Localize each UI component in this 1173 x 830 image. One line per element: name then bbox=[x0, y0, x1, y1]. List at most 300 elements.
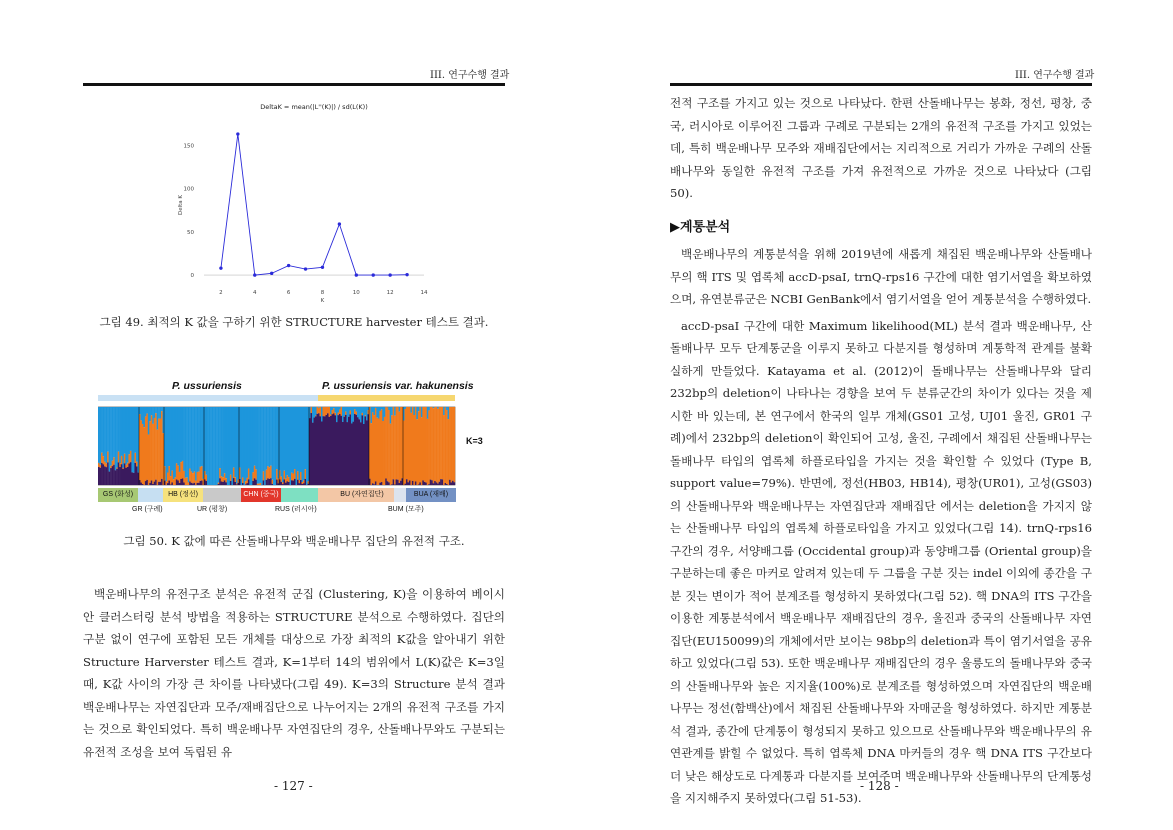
structure-bar-rus bbox=[287, 475, 289, 481]
structure-bar-gs bbox=[100, 465, 102, 468]
structure-bar-rus bbox=[302, 407, 304, 482]
structure-bar-bu bbox=[339, 414, 341, 485]
structure-bar-bum bbox=[390, 424, 392, 485]
structure-bar-bu bbox=[323, 416, 325, 485]
structure-bar-bum bbox=[384, 407, 386, 417]
structure-bar-hb bbox=[191, 472, 193, 483]
structure-bar-hb bbox=[198, 407, 200, 472]
structure-bar-chn bbox=[249, 407, 251, 485]
structure-bar-rus bbox=[299, 480, 301, 483]
section-title: ▶계통분석 bbox=[670, 220, 731, 235]
structure-bar-bum bbox=[372, 412, 374, 483]
structure-bar-chn bbox=[264, 407, 266, 485]
structure-bar-bum bbox=[385, 478, 387, 485]
structure-bar-gr bbox=[152, 407, 154, 424]
structure-bar-rus bbox=[288, 477, 290, 482]
structure-bar-hb bbox=[198, 483, 200, 485]
x-tick-label: 12 bbox=[386, 290, 394, 296]
structure-bar-gs bbox=[98, 467, 100, 485]
structure-bar-hb bbox=[179, 407, 181, 472]
structure-bar-bua bbox=[416, 407, 418, 419]
y-tick-label: 50 bbox=[187, 229, 194, 236]
structure-bar-bu bbox=[350, 414, 352, 485]
structure-bar-bua bbox=[404, 409, 406, 484]
structure-bar-hb bbox=[186, 477, 188, 485]
structure-bar-bua bbox=[403, 421, 405, 485]
structure-bar-bu bbox=[356, 412, 358, 415]
structure-bar-hb bbox=[171, 471, 173, 483]
structure-bar-gr bbox=[146, 407, 148, 414]
x-tick-label: 6 bbox=[286, 290, 291, 296]
structure-bar-ur bbox=[204, 407, 206, 471]
structure-bar-bu bbox=[347, 422, 349, 485]
structure-bar-bu bbox=[354, 414, 356, 485]
right-page bbox=[586, 0, 1173, 830]
structure-bar-hb bbox=[164, 466, 166, 480]
legend-swatch bbox=[394, 488, 406, 502]
structure-bar-hb bbox=[188, 407, 190, 482]
structure-bar-bum bbox=[388, 482, 390, 485]
structure-bar-chn bbox=[272, 407, 274, 480]
structure-bar-bum bbox=[399, 483, 401, 485]
structure-bar-ur bbox=[215, 407, 217, 485]
structure-bar-gr bbox=[148, 435, 150, 485]
structure-bar-bum bbox=[381, 407, 383, 409]
structure-bar-ur bbox=[233, 478, 235, 485]
structure-bar-rus bbox=[293, 481, 295, 485]
structure-bar-hb bbox=[201, 481, 203, 485]
structure-bar-gr bbox=[149, 483, 151, 485]
structure-bar-gs bbox=[100, 468, 102, 485]
structure-bar-gr bbox=[155, 480, 157, 485]
structure-bar-gr bbox=[161, 411, 163, 479]
structure-bar-ur bbox=[206, 407, 208, 475]
structure-bar-bum bbox=[397, 407, 399, 480]
structure-bar-bu bbox=[318, 413, 320, 485]
structure-bar-bua bbox=[446, 407, 448, 410]
structure-bar-hb bbox=[168, 466, 170, 480]
structure-bar-bua bbox=[449, 480, 451, 485]
structure-bar-bu bbox=[336, 407, 338, 422]
structure-bar-rus bbox=[287, 407, 289, 475]
structure-bar-bua bbox=[442, 407, 444, 479]
structure-bar-bu bbox=[348, 417, 350, 485]
structure-bar-bua bbox=[404, 407, 406, 409]
structure-bar-chn bbox=[260, 483, 262, 485]
structure-bar-bua bbox=[436, 407, 438, 482]
structure-bar-bu bbox=[326, 407, 328, 415]
structure-bar-gs bbox=[121, 464, 123, 485]
structure-bar-bum bbox=[399, 407, 401, 412]
structure-bar-bu bbox=[326, 415, 328, 485]
structure-bar-chn bbox=[255, 480, 257, 485]
x-axis-label: K bbox=[320, 298, 325, 304]
structure-bar-bua bbox=[424, 482, 426, 485]
structure-bar-bua bbox=[421, 407, 423, 417]
structure-bar-chn bbox=[242, 483, 244, 485]
structure-bar-bua bbox=[410, 413, 412, 485]
structure-bar-gs bbox=[122, 468, 124, 469]
structure-bar-bua bbox=[443, 415, 445, 485]
structure-bar-bum bbox=[373, 407, 375, 415]
structure-bar-bua bbox=[406, 407, 408, 479]
structure-bar-gr bbox=[157, 430, 159, 485]
structure-bar-hb bbox=[183, 482, 185, 485]
structure-bar-ur bbox=[222, 482, 224, 485]
structure-bar-bu bbox=[320, 416, 322, 485]
structure-bar-bua bbox=[452, 481, 454, 485]
structure-bar-bua bbox=[409, 407, 411, 480]
structure-bar-gr bbox=[148, 407, 150, 435]
structure-bar-rus bbox=[290, 407, 292, 485]
structure-bar-ur bbox=[225, 482, 227, 485]
structure-bar-bu bbox=[345, 415, 347, 485]
structure-bar-bum bbox=[379, 407, 381, 411]
structure-bar-bua bbox=[442, 479, 444, 485]
structure-bar-gs bbox=[104, 462, 106, 467]
structure-bar-ur bbox=[227, 407, 229, 485]
structure-bar-ur bbox=[212, 407, 214, 485]
structure-bar-bua bbox=[428, 407, 430, 410]
structure-bar-bu bbox=[335, 415, 337, 485]
structure-bar-bua bbox=[434, 481, 436, 485]
structure-bar-gs bbox=[128, 464, 130, 485]
structure-bar-rus bbox=[303, 407, 305, 480]
range-bar-hakunensis bbox=[318, 395, 455, 401]
structure-bar-bum bbox=[372, 407, 374, 412]
structure-bar-chn bbox=[267, 478, 269, 485]
structure-bar-ur bbox=[218, 484, 220, 485]
structure-bar-ur bbox=[204, 479, 206, 485]
structure-bar-bu bbox=[318, 408, 320, 413]
data-point bbox=[304, 267, 307, 270]
structure-bar-bua bbox=[454, 407, 456, 482]
data-point bbox=[338, 222, 341, 225]
structure-bar-hb bbox=[164, 481, 166, 485]
structure-bar-gs bbox=[125, 407, 127, 465]
structure-bar-hb bbox=[171, 482, 173, 485]
structure-bar-bu bbox=[363, 424, 365, 485]
structure-bar-hb bbox=[186, 407, 188, 477]
structure-bar-bua bbox=[430, 480, 432, 485]
structure-bar-bu bbox=[353, 422, 355, 485]
structure-bar-hb bbox=[194, 483, 196, 485]
structure-bar-bum bbox=[375, 407, 377, 408]
structure-bar-bu bbox=[332, 414, 334, 485]
structure-bar-gr bbox=[154, 407, 156, 418]
structure-bar-bua bbox=[419, 482, 421, 485]
structure-bar-gs bbox=[115, 407, 117, 470]
structure-bar-bum bbox=[396, 407, 398, 479]
structure-bar-rus bbox=[299, 483, 301, 485]
structure-bar-bua bbox=[451, 482, 453, 485]
structure-bar-bu bbox=[321, 422, 323, 486]
structure-bar-bu bbox=[312, 407, 314, 423]
structure-bar-gs bbox=[121, 456, 123, 464]
structure-bar-bum bbox=[387, 481, 389, 485]
data-point bbox=[253, 273, 256, 276]
structure-bar-hb bbox=[173, 407, 175, 479]
structure-bar-ur bbox=[213, 407, 215, 485]
structure-bar-ur bbox=[218, 483, 220, 484]
structure-bar-chn bbox=[269, 407, 271, 467]
structure-bar-bua bbox=[430, 407, 432, 480]
data-point bbox=[321, 266, 324, 269]
structure-bar-hb bbox=[182, 479, 184, 486]
structure-bar-rus bbox=[305, 479, 307, 485]
structure-bar-bum bbox=[382, 407, 384, 421]
structure-bar-bua bbox=[440, 479, 442, 485]
structure-bar-chn bbox=[255, 469, 257, 479]
structure-bar-bu bbox=[360, 407, 362, 422]
structure-bar-gr bbox=[155, 413, 157, 480]
structure-bar-gs bbox=[130, 451, 132, 462]
structure-bar-bu bbox=[333, 408, 335, 413]
structure-bar-rus bbox=[281, 482, 283, 485]
structure-bar-ur bbox=[231, 407, 233, 485]
structure-bar-gr bbox=[142, 484, 144, 485]
structure-bar-ur bbox=[230, 407, 232, 475]
structure-bar-gr bbox=[151, 415, 153, 480]
structure-bar-bua bbox=[422, 407, 424, 480]
structure-bar-chn bbox=[246, 407, 248, 478]
legend-swatch bbox=[281, 488, 318, 502]
structure-bar-hb bbox=[174, 407, 176, 477]
structure-bar-bu bbox=[359, 407, 361, 419]
structure-bar-bu bbox=[309, 418, 311, 485]
structure-bar-hb bbox=[189, 469, 191, 482]
structure-bar-chn bbox=[255, 407, 257, 469]
structure-bar-bua bbox=[452, 407, 454, 481]
structure-bar-rus bbox=[287, 481, 289, 485]
structure-bar-bum bbox=[400, 481, 402, 485]
structure-bar-hb bbox=[164, 407, 166, 466]
structure-bar-gr bbox=[139, 414, 141, 480]
structure-bar-hb bbox=[191, 407, 193, 472]
structure-bar-chn bbox=[257, 484, 259, 485]
structure-bar-gs bbox=[131, 407, 133, 472]
structure-bar-bu bbox=[315, 415, 317, 416]
structure-bar-bu bbox=[323, 407, 325, 416]
figure-49-caption: 그림 49. 최적의 K 값을 구하기 위한 STRUCTURE harvester 테스트 결과. bbox=[99, 315, 489, 329]
structure-bar-bua bbox=[449, 407, 451, 480]
chart-title: DeltaK = mean(|L''(K)|) / sd(L(K)) bbox=[260, 103, 368, 111]
structure-bar-gr bbox=[145, 481, 147, 485]
structure-bar-bua bbox=[407, 407, 409, 482]
structure-bar-gs bbox=[136, 466, 138, 485]
structure-bar-bua bbox=[436, 482, 438, 485]
structure-bar-ur bbox=[210, 407, 212, 485]
structure-bar-chn bbox=[267, 466, 269, 478]
structure-bar-ur bbox=[218, 407, 220, 483]
structure-bar-hb bbox=[189, 407, 191, 469]
structure-bar-bu bbox=[356, 415, 358, 485]
structure-bar-gs bbox=[118, 462, 120, 485]
structure-bar-chn bbox=[270, 478, 272, 485]
header-rule bbox=[670, 83, 1092, 86]
structure-bar-gs bbox=[133, 473, 135, 485]
structure-bar-chn bbox=[239, 407, 241, 468]
structure-bar-hb bbox=[189, 482, 191, 485]
structure-bar-bua bbox=[431, 407, 433, 480]
structure-bar-rus bbox=[300, 472, 302, 480]
structure-bar-bu bbox=[351, 407, 353, 423]
structure-bar-bu bbox=[360, 422, 362, 485]
structure-bar-bua bbox=[413, 415, 415, 485]
structure-bar-ur bbox=[224, 473, 226, 480]
right-body-text bbox=[670, 243, 1092, 810]
structure-bar-hb bbox=[192, 483, 194, 485]
structure-bar-ur bbox=[222, 407, 224, 477]
structure-bar-bua bbox=[431, 480, 433, 485]
structure-bar-bu bbox=[357, 407, 359, 417]
structure-bar-gs bbox=[103, 456, 105, 464]
structure-bar-hb bbox=[182, 461, 184, 479]
structure-bar-bu bbox=[315, 416, 317, 485]
structure-bar-bu bbox=[339, 407, 341, 410]
structure-bar-bu bbox=[350, 411, 352, 415]
group-label-ussuriensis: P. ussuriensis bbox=[172, 380, 242, 392]
structure-bar-bua bbox=[454, 482, 456, 485]
structure-bar-bu bbox=[312, 423, 314, 485]
structure-bar-bum bbox=[378, 407, 380, 419]
structure-bar-hb bbox=[183, 471, 185, 483]
structure-bar-ur bbox=[228, 407, 230, 485]
structure-bar-hb bbox=[167, 483, 169, 485]
left-body-text bbox=[83, 583, 505, 763]
structure-bar-rus bbox=[284, 471, 286, 480]
structure-bar-bua bbox=[445, 407, 447, 483]
structure-bar-gs bbox=[103, 464, 105, 485]
structure-bar-bua bbox=[446, 484, 448, 485]
structure-bar-rus bbox=[282, 482, 284, 484]
structure-bar-ur bbox=[219, 468, 221, 478]
structure-bar-bua bbox=[415, 407, 417, 481]
structure-bar-gr bbox=[145, 417, 147, 481]
legend-swatch bbox=[203, 488, 241, 502]
structure-bar-gs bbox=[127, 407, 129, 463]
structure-bar-bum bbox=[387, 407, 389, 481]
structure-bar-ur bbox=[233, 468, 235, 478]
structure-bar-gs bbox=[130, 407, 132, 451]
structure-bar-bua bbox=[439, 407, 441, 482]
structure-bar-bua bbox=[437, 409, 439, 484]
structure-bar-bu bbox=[347, 407, 349, 422]
structure-bar-bu bbox=[311, 413, 313, 485]
structure-bar-gr bbox=[146, 480, 148, 485]
structure-bar-gr bbox=[149, 421, 151, 483]
structure-bar-gr bbox=[139, 407, 141, 414]
structure-bar-bum bbox=[393, 407, 395, 479]
x-tick-label: 4 bbox=[253, 290, 257, 296]
structure-bar-bu bbox=[329, 407, 331, 417]
structure-bar-bua bbox=[448, 419, 450, 485]
structure-bar-bua bbox=[440, 407, 442, 479]
structure-bar-gs bbox=[98, 463, 100, 467]
structure-bar-bu bbox=[335, 413, 337, 415]
structure-bar-ur bbox=[216, 407, 218, 485]
x-tick-label: 10 bbox=[352, 290, 360, 296]
paragraph: 백운배나무의 계통분석을 위해 2019년에 새롭게 채집된 백운배나무와 산돌배나무의 핵 ITS 및 엽록체 accD-psaI, trnQ-rps16 구간에 대한 염기서열을 확보하였으며, 유연분류군은 NCBI GenBank에서 염기서열을 얻어 계통분석을 수행하였다. bbox=[670, 247, 1092, 306]
structure-bar-bua bbox=[418, 411, 420, 484]
structure-bar-chn bbox=[245, 484, 247, 485]
structure-bar-bua bbox=[416, 419, 418, 485]
structure-bar-bua bbox=[406, 479, 408, 485]
structure-bar-gr bbox=[146, 414, 148, 480]
structure-bar-rus bbox=[293, 474, 295, 481]
structure-bar-chn bbox=[248, 407, 250, 469]
structure-bar-chn bbox=[239, 479, 241, 485]
structure-bar-bum bbox=[370, 407, 372, 423]
structure-bar-bum bbox=[388, 410, 390, 482]
structure-bar-hb bbox=[201, 407, 203, 466]
structure-bar-bua bbox=[404, 484, 406, 485]
figure-50-caption: 그림 50. K 값에 따른 산돌배나무와 백운배나무 집단의 유전적 구조. bbox=[123, 534, 465, 548]
structure-bar-chn bbox=[266, 470, 268, 480]
structure-bar-bu bbox=[333, 413, 335, 485]
structure-bar-bua bbox=[439, 482, 441, 485]
data-point bbox=[372, 273, 375, 276]
structure-bar-rus bbox=[297, 471, 299, 479]
structure-bar-bum bbox=[373, 484, 375, 485]
structure-bar-gs bbox=[119, 467, 121, 485]
legend-item: GR (구례) bbox=[132, 506, 163, 513]
structure-bar-hb bbox=[197, 483, 199, 485]
structure-bar-gs bbox=[131, 472, 133, 485]
structure-bar-bum bbox=[381, 482, 383, 485]
structure-bar-bu bbox=[350, 407, 352, 411]
structure-bar-gs bbox=[107, 452, 109, 463]
structure-bar-bu bbox=[341, 407, 343, 416]
structure-bar-bu bbox=[345, 407, 347, 412]
structure-bar-bum bbox=[394, 407, 396, 416]
structure-bar-bum bbox=[379, 483, 381, 485]
structure-bar-ur bbox=[221, 476, 223, 481]
structure-bar-bum bbox=[376, 407, 378, 418]
group-label-hakunensis: P. ussuriensis var. hakunensis bbox=[322, 380, 474, 392]
structure-bar-bu bbox=[330, 414, 332, 415]
structure-plot bbox=[98, 395, 456, 487]
structure-bar-bu bbox=[333, 407, 335, 408]
structure-bar-bu bbox=[327, 407, 329, 413]
structure-bar-chn bbox=[261, 407, 263, 485]
structure-bar-ur bbox=[221, 482, 223, 485]
structure-bar-ur bbox=[219, 478, 221, 485]
structure-bar-gs bbox=[128, 454, 130, 463]
structure-bar-chn bbox=[272, 484, 274, 485]
structure-bar-rus bbox=[285, 479, 287, 483]
structure-bar-bu bbox=[317, 414, 319, 485]
structure-bar-gs bbox=[98, 407, 100, 463]
paragraph: 백운배나무의 유전구조 분석은 유전적 군집 (Clustering, K)을 이용하여 베이시안 클러스터링 분석 방법을 적용하는 STRUCTURE 분석으로 수행하였다. 집단의 구분 없이 연구에 포함된 모든 개체를 대상으로 가장 최적의 K값을 알아내기 위한 Structure Harverster 테스트 결과, K=1부터 14의 범위에서 L(K)값은 K=3일 때, K값 사이의 가장 큰 차이를 나타냈다(그림 49). K=3의 Structure 분석 결과 백운배나무는 자연집단과 모주/재배집단으로 나누어지는 2개의 유전적 구조를 가지는 것으로 확인되었다. 특히 백운배나무 자연집단의 경우, 산돌배나무와도 구분되는 유전적 조성을 보여 독립된 유 bbox=[83, 587, 505, 759]
structure-bar-gr bbox=[143, 427, 145, 485]
structure-bar-bua bbox=[428, 484, 430, 485]
structure-bar-gr bbox=[143, 407, 145, 427]
structure-bar-chn bbox=[266, 480, 268, 485]
structure-bar-chn bbox=[258, 484, 260, 485]
structure-bar-gs bbox=[127, 467, 129, 485]
structure-bar-gr bbox=[158, 407, 160, 419]
structure-bar-gr bbox=[142, 407, 144, 424]
structure-bar-gs bbox=[104, 466, 106, 485]
structure-bar-gs bbox=[118, 407, 120, 452]
structure-bar-ur bbox=[230, 475, 232, 481]
structure-bar-bua bbox=[425, 483, 427, 485]
structure-bar-gs bbox=[112, 407, 114, 461]
paragraph: accD-psaI 구간에 대한 Maximum likelihood(ML) 분석 결과 백운배나무, 산돌배나무 모두 단계통군을 이루지 못하고 다분지를 형성하며 계통학적 관계를 불확실하게 만들었다. Katayama et al. (2012)이 돌배나무는 산돌배나무와 달리 232bp의 deletion이 나타나는 경향을 보여 두 분류군간의 차이가 있다는 것을 제시한 바 있는데, 본 연구에서 한국의 일부 개체(GS01 고성, UJ01 울진, GR01 구례)에서 232bp의 deletion이 확인되어 고성, 울진, 구례에서 채집된 산돌배나무는 돌배나무 타입의 엽록체 하플로타입을 가지는 것을 확인할 수 있었다 (Type B, support value=79%). 반면에, 정선(HB03, HB14), 평창(UR01), 고성(GS03)의 산돌배나무와 백운배나무는 자연집단과 재배집단 에서는 deletion을 가지지 않는 산돌배나무 타입의 엽록체 하플로타입을 가지고 있었다(그림 14). trnQ-rps16 구간의 경우, 서양배그룹 (Occidental group)과 동양배그룹 (Oriental group)을 구분하는데 좋은 마커로 알려져 있는데 두 그룹을 구분 짓는 indel 이외에 종간을 구분 짓는 변이가 적어 분계조를 형성하지 못하였다(그림 52). 핵 DNA의 ITS 구간을 이용한 계통분석에서 백운배나무 재배집단의 경우, 울진과 중국의 산돌배나무 자연집단(EU150099)의 개체에서만 보이는 98bp의 deletion과 특이 염기서열을 공유하고 있었다(그림 53). 또한 백운배나무 재배집단의 경우 울릉도의 돌배나무와 중국의 산돌배나무와 높은 지지율(100%)로 분계조를 형성하였으며 자연집단의 백운배나무는 정선(함백산)에서 채집된 산돌배나무와 자매군을 형성하였다. 하지만 계통분석 결과, 종간에 단계통이 형성되지 못하고 있으므로 산돌배나무와 백운배나무의 유연관계를 밝힐 수 없었다. 특히 엽록체 DNA 마커들의 경우 핵 DNA ITS 구간보다 더 낮은 해상도로 다계통과 다분지를 보여주며 백운배나무와 산돌배나무의 단계통성을 지지해주지 못하였다(그림 51-53). bbox=[670, 318, 1092, 805]
data-point bbox=[287, 264, 290, 267]
structure-bar-hb bbox=[197, 472, 199, 483]
